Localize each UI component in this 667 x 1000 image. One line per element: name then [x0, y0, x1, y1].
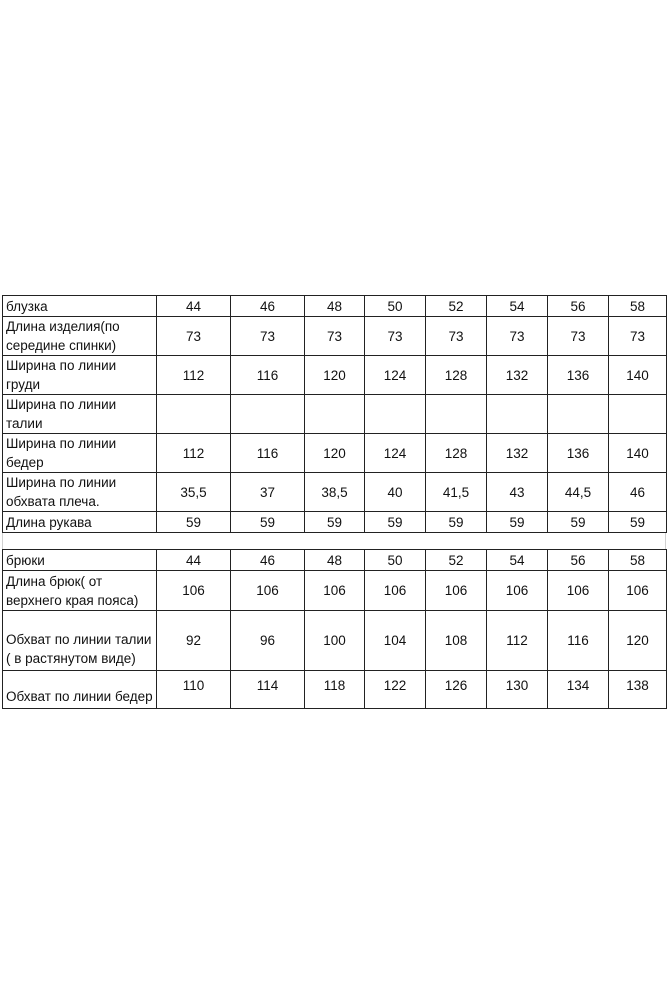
table-cell — [426, 395, 487, 434]
trousers-row-length — [3, 571, 667, 611]
table-cell: 120 — [305, 434, 365, 473]
blouse-row-length — [3, 317, 667, 356]
table-cell: 130 — [487, 671, 548, 709]
size-48: 48 — [305, 550, 365, 571]
blouse-header-label: блузка — [3, 296, 157, 317]
table-cell: 112 — [157, 356, 231, 395]
table-cell: 116 — [231, 434, 305, 473]
table-cell: 120 — [305, 356, 365, 395]
size-58: 58 — [609, 296, 667, 317]
table-cell — [231, 395, 305, 434]
size-44: 44 — [157, 550, 231, 571]
size-56: 56 — [548, 550, 609, 571]
size-46: 46 — [231, 550, 305, 571]
table-cell: 110 — [157, 671, 231, 709]
table-cell: 116 — [231, 356, 305, 395]
table-cell: 73 — [426, 317, 487, 356]
table-cell: 37 — [231, 473, 305, 512]
row-label-line: обхвата плеча. — [6, 494, 100, 509]
size-46: 46 — [231, 296, 305, 317]
table-cell: 44,5 — [548, 473, 609, 512]
blouse-row-hips — [3, 434, 667, 473]
blouse-header-row — [3, 296, 667, 317]
table-cell: 59 — [157, 512, 231, 533]
row-label — [3, 395, 157, 434]
table-cell: 106 — [231, 571, 305, 611]
row-label-line: Длина изделия(по — [6, 319, 120, 334]
table-cell: 106 — [426, 571, 487, 611]
table-cell: 73 — [305, 317, 365, 356]
table-cell: 112 — [487, 611, 548, 671]
table-cell: 96 — [231, 611, 305, 671]
table-cell: 40 — [365, 473, 426, 512]
table-cell: 128 — [426, 356, 487, 395]
table-cell — [487, 395, 548, 434]
row-label — [3, 356, 157, 395]
table-cell: 73 — [609, 317, 667, 356]
table-cell: 59 — [426, 512, 487, 533]
table-cell: 124 — [365, 434, 426, 473]
table-cell: 59 — [487, 512, 548, 533]
size-50: 50 — [365, 296, 426, 317]
row-label — [3, 571, 157, 611]
table-cell: 38,5 — [305, 473, 365, 512]
table-cell: 108 — [426, 611, 487, 671]
table-cell: 106 — [365, 571, 426, 611]
row-label-line: Длина брюк( от — [6, 573, 103, 589]
row-label-line: ( в растянутом виде) — [6, 651, 136, 666]
blouse-row-shoulder — [3, 473, 667, 512]
table-cell — [157, 395, 231, 434]
table-cell: 59 — [609, 512, 667, 533]
table-cell: 126 — [426, 671, 487, 709]
table-cell: 59 — [548, 512, 609, 533]
blouse-row-sleeve — [3, 512, 667, 533]
row-label — [3, 671, 157, 709]
table-cell: 134 — [548, 671, 609, 709]
size-52: 52 — [426, 296, 487, 317]
row-label-line: Ширина по линии — [6, 475, 117, 490]
table-cell: 136 — [548, 356, 609, 395]
blouse-row-chest — [3, 356, 667, 395]
row-label-line: Обхват по линии бедер — [6, 689, 153, 704]
trousers-row-hips — [3, 671, 667, 709]
blouse-size-table — [2, 295, 667, 533]
table-cell: 136 — [548, 434, 609, 473]
row-label-line: груди — [6, 377, 41, 392]
table-cell: 124 — [365, 356, 426, 395]
table-cell: 41,5 — [426, 473, 487, 512]
table-cell: 59 — [305, 512, 365, 533]
table-cell: 92 — [157, 611, 231, 671]
table-cell: 46 — [609, 473, 667, 512]
size-56: 56 — [548, 296, 609, 317]
table-cell: 73 — [231, 317, 305, 356]
table-cell: 128 — [426, 434, 487, 473]
table-cell: 73 — [487, 317, 548, 356]
table-cell: 120 — [609, 611, 667, 671]
table-cell: 106 — [548, 571, 609, 611]
size-58: 58 — [609, 550, 667, 571]
size-52: 52 — [426, 550, 487, 571]
size-54: 54 — [487, 296, 548, 317]
table-cell: 140 — [609, 356, 667, 395]
table-cell: 106 — [305, 571, 365, 611]
size-50: 50 — [365, 550, 426, 571]
table-cell: 114 — [231, 671, 305, 709]
table-cell: 59 — [365, 512, 426, 533]
table-cell: 100 — [305, 611, 365, 671]
table-cell: 73 — [548, 317, 609, 356]
trousers-row-waist — [3, 611, 667, 671]
table-cell — [548, 395, 609, 434]
size-44: 44 — [157, 296, 231, 317]
row-label — [3, 512, 157, 533]
row-label — [3, 473, 157, 512]
table-cell: 104 — [365, 611, 426, 671]
size-54: 54 — [487, 550, 548, 571]
table-cell: 73 — [157, 317, 231, 356]
table-cell: 106 — [487, 571, 548, 611]
trousers-header-row — [3, 550, 667, 571]
row-label-line: середине спинки) — [6, 338, 117, 353]
table-cell: 118 — [305, 671, 365, 709]
table-cell: 112 — [157, 434, 231, 473]
table-cell: 106 — [157, 571, 231, 611]
row-label — [3, 611, 157, 671]
row-label — [3, 434, 157, 473]
row-label-line: верхнего края пояса) — [6, 592, 139, 608]
table-cell: 116 — [548, 611, 609, 671]
trousers-size-table — [2, 549, 667, 709]
table-cell: 132 — [487, 434, 548, 473]
table-cell: 140 — [609, 434, 667, 473]
row-label-line: Ширина по линии — [6, 358, 117, 373]
table-cell: 122 — [365, 671, 426, 709]
blouse-row-waist — [3, 395, 667, 434]
row-label-line: Ширина по линии — [6, 397, 117, 412]
table-cell: 73 — [365, 317, 426, 356]
table-cell — [305, 395, 365, 434]
table-cell: 35,5 — [157, 473, 231, 512]
trousers-header-label: брюки — [3, 550, 157, 571]
row-label — [3, 317, 157, 356]
table-gap — [2, 533, 666, 549]
row-label-line: Длина рукава — [6, 514, 92, 530]
table-cell: 132 — [487, 356, 548, 395]
size-48: 48 — [305, 296, 365, 317]
table-cell — [609, 395, 667, 434]
row-label-line: бедер — [6, 455, 44, 470]
table-cell — [365, 395, 426, 434]
table-cell: 43 — [487, 473, 548, 512]
table-cell: 138 — [609, 671, 667, 709]
row-label-line: талии — [6, 416, 43, 431]
table-cell: 106 — [609, 571, 667, 611]
row-label-line: Ширина по линии — [6, 436, 117, 451]
row-label-line: Обхват по линии талии — [6, 632, 152, 647]
table-cell: 59 — [231, 512, 305, 533]
